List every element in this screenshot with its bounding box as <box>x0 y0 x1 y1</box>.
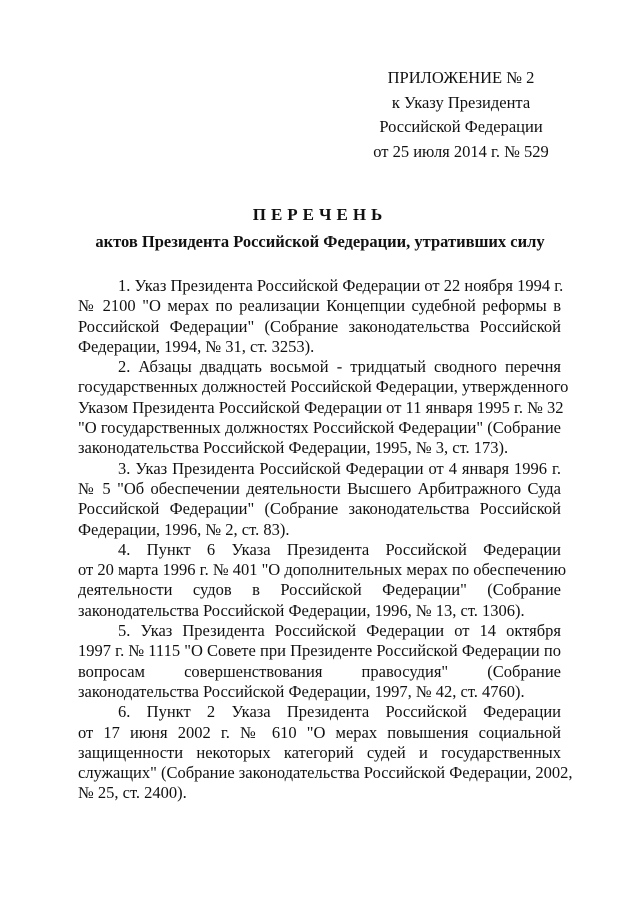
item-line: "О государственных должностях Российской Федерации" (Собрание <box>78 418 561 438</box>
item-line: от 17 июня 2002 г. № 610 "О мерах повышения социальной <box>78 722 561 742</box>
item-line: Федерации, 1996, № 2, ст. 83). <box>78 519 290 539</box>
item-line: 5. Указ Президента Российской Федерации от 14 октября <box>118 621 561 641</box>
item-line: 1997 г. № 1115 "О Совете при Президенте Российской Федерации по <box>78 641 561 661</box>
item-line: 1. Указ Президента Российской Федерации от 22 ноября 1994 г. <box>118 276 564 295</box>
document-subtitle: актов Президента Российской Федерации, утративших силу <box>95 232 545 251</box>
item-line: защищенности некоторых категорий судей и государственных <box>78 742 561 762</box>
item-line: Российской Федерации" (Собрание законодательства Российской <box>78 499 561 519</box>
item-line: Указом Президента Российской Федерации от 11 января 1995 г. № 32 <box>78 397 564 417</box>
item-line: 2. Абзацы двадцать восьмой - тридцатый сводного перечня <box>118 357 561 377</box>
item-line: вопросам совершенствования правосудия" (Собрание <box>78 661 561 681</box>
acts-list <box>78 276 573 804</box>
item-line: служащих" (Собрание законодательства Российской Федерации, 2002, <box>78 763 573 783</box>
list-item <box>78 357 569 458</box>
item-line: законодательства Российской Федерации, 1997, № 42, ст. 4760). <box>78 681 525 701</box>
list-item <box>78 276 564 357</box>
item-line: № 5 "Об обеспечении деятельности Высшего Арбитражного Суда <box>78 478 561 498</box>
item-line: деятельности судов в Российской Федерации" (Собрание <box>78 580 561 600</box>
list-item <box>78 621 561 702</box>
item-line: № 25, ст. 2400). <box>78 783 187 803</box>
appendix-federation: Российской Федерации <box>379 117 543 136</box>
list-item <box>78 539 567 621</box>
list-item <box>78 459 561 540</box>
document-title: ПЕРЕЧЕНЬ <box>252 205 388 224</box>
item-line: 4. Пункт 6 Указа Президента Российской Федерации <box>118 539 561 559</box>
item-line: 3. Указ Президента Российской Федерации от 4 января 1996 г. <box>118 458 561 478</box>
item-line: от 20 марта 1996 г. № 401 "О дополнительных мерах по обеспечению <box>78 560 567 580</box>
item-line: 6. Пункт 2 Указа Президента Российской Федерации <box>118 702 561 722</box>
list-item <box>78 702 573 803</box>
item-line: Российской Федерации" (Собрание законодательства Российской <box>78 316 561 336</box>
appendix-decree-ref: к Указу Президента <box>391 92 531 112</box>
appendix-header <box>330 66 592 164</box>
appendix-label: ПРИЛОЖЕНИЕ № 2 <box>387 68 535 87</box>
appendix-date-number: от 25 июля 2014 г. № 529 <box>373 141 549 161</box>
item-line: № 2100 "О мерах по реализации Концепции судебной реформы в <box>78 296 561 316</box>
item-line: Федерации, 1994, № 31, ст. 3253). <box>78 336 315 356</box>
item-line: законодательства Российской Федерации, 1995, № 3, ст. 173). <box>78 438 509 458</box>
item-line: законодательства Российской Федерации, 1996, № 13, ст. 1306). <box>78 600 525 620</box>
item-line: государственных должностей Российской Федерации, утвержденного <box>78 377 569 397</box>
